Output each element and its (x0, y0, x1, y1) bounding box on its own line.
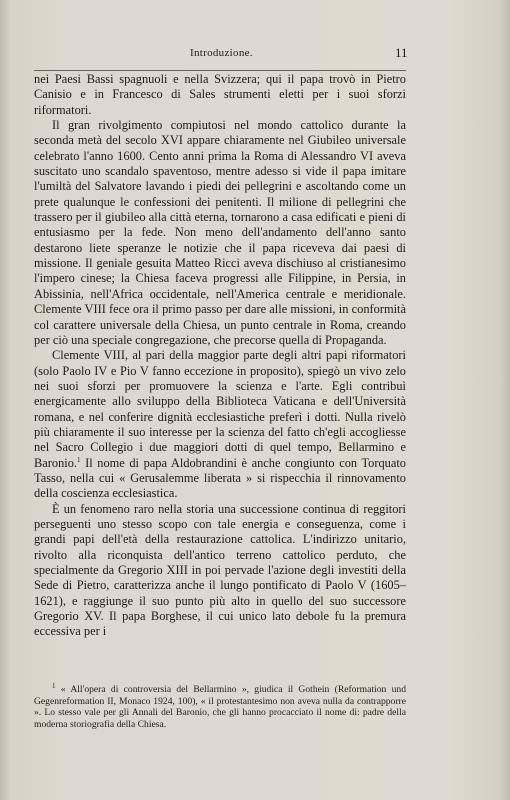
header-rule (34, 70, 406, 71)
paragraph: nei Paesi Bassi spagnuoli e nella Svizzera; qui il papa trovò in Pietro Canisio e in Francesco di Sales strumenti eletti per i suoi sforzi riformatori. (34, 72, 406, 117)
paragraph-text: Clemente VIII, al pari della maggior parte degli altri papi riformatori (solo Paolo IV e Pio V fanno eccezione in proposito), spiegò un vivo zelo nei suoi sforzi per promuovere la scienza e l'arte. Egli contribuì energicamente allo sviluppo della Biblioteca Vaticana e dell'Università romana, e nel conferire dignità ecclesiastiche preferì i dotti. Nulla rivelò più chiaramente il suo interesse per la scienza del fatto ch'egli accogliesse nel Sacro Collegio i due maggiori dotti di quel tempo, Bellarmino e Baronio. (34, 348, 406, 470)
footnote-marker: 1 (52, 681, 56, 690)
footnote-text: « All'opera di controversia del Bellarmino », giudica il Gothein (Reformation und Gegenreformation II, Monaco 1924, 100), « il protestantesimo non aveva nulla da contrapporre ». Lo stesso vale per gli Annali del Baronio, che gli hanno procacciato il nome di: padre della moderna storiografia della Chiesa. (34, 684, 406, 730)
paragraph: Il gran rivolgimento compiutosi nel mondo cattolico durante la seconda metà del secolo XVI appare chiaramente nel Giubileo universale celebrato l'anno 1600. Cento anni prima la Roma di Alessandro VI aveva suscitato uno scandalo spaventoso, mentre adesso si vide il papa imitare l'umiltà del Salvatore lavando i piedi dei pellegrini e ascoltando come un prete qualunque le confessioni dei penitenti. Il milione di pellegrini che trassero per il giubileo alla città eterna, tornarono a casa edificati e pieni di entusiasmo per la fede. Non meno dell'andamento dell'anno santo destarono liete speranze le notizie che il papa riceveva dai paesi di missione. Il geniale gesuita Matteo Ricci aveva dischiuso al cristianesimo l'impero cinese; la Chiesa faceva progressi alle Filippine, in Persia, in Abissinia, nell'Africa occidentale, nell'America centrale e meridionale. Clemente VIII fece ora il primo passo per dare alle missioni, in conformità col carattere universale della Chiesa, un punto centrale in Roma, creando per ciò una speciale congregazione, che precorse quella di Propaganda. (34, 118, 406, 347)
footnote (34, 681, 406, 730)
footnotes (34, 681, 406, 730)
paragraph-text-tail: Il nome di papa Aldobrandini è anche congiunto con Torquato Tasso, nella cui « Gerusalemme liberata » si rispecchia il rinnovamento della coscienza ecclesiastica. (34, 455, 406, 501)
page-number: 11 (395, 45, 408, 60)
footnote-reference: 1 (77, 455, 81, 464)
running-head: Introduzione. (190, 47, 253, 59)
main-text (34, 72, 406, 640)
paragraph: È un fenomeno raro nella storia una successione continua di reggitori perseguenti uno stesso scopo con tale energia e conseguenza, come i grandi papi dell'età della restaurazione cattolica. L'indirizzo unitario, rivolto alla riconquista dell'antico terreno cattolico perduto, che specialmente da Gregorio XIII in poi pervade l'azione degli investiti della Sede di Pietro, caratterizza anche il lungo pontificato di Paolo V (1605–1621), e raggiunge il suo punto più alto in quello del suo successore Gregorio XV. Il papa Borghese, il cui unico lato debole fu la premura eccessiva per i (34, 501, 406, 639)
page-header (0, 47, 510, 67)
paragraph (34, 348, 406, 501)
